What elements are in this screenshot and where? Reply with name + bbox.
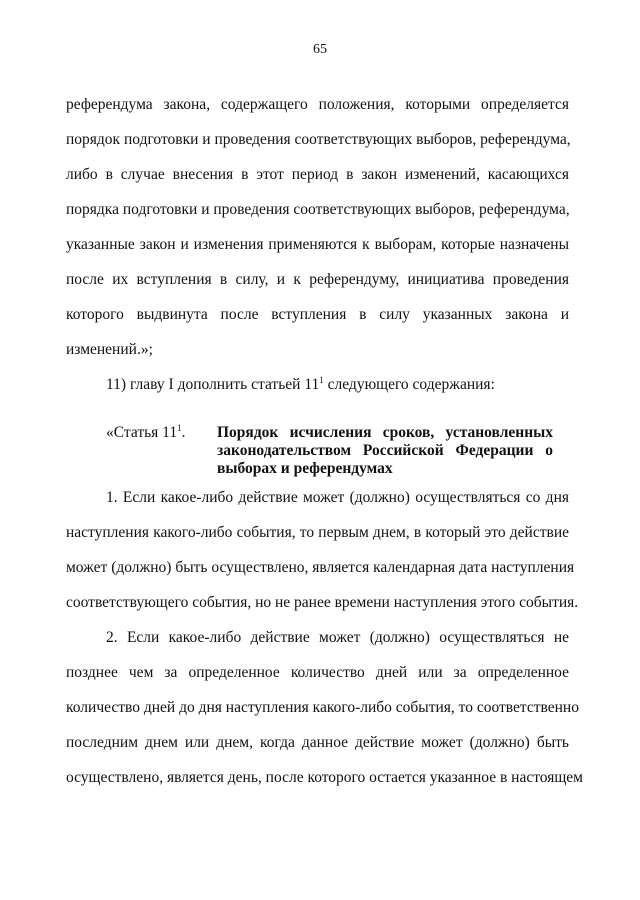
paragraph-line: после их вступления в силу, и к референдуму, инициатива проведения: [66, 271, 569, 288]
article-title-line: Порядок исчисления сроков, установленных: [217, 424, 553, 441]
paragraph-line: указанные закон и изменения применяются к выборам, которые назначены: [66, 236, 569, 253]
article-number-end: .: [181, 424, 186, 441]
clause-2-line: количество дней до дня наступления какого-либо события, то соответственно: [66, 699, 579, 716]
paragraph-line: которого выдвинута после вступления в силу указанных закона и: [66, 306, 569, 323]
article-title-line: выборах и референдумах: [217, 460, 393, 477]
clause-2-line: 2. Если какое-либо действие может (должно) осуществляться не: [106, 629, 569, 646]
article-number-superscript: 1: [177, 423, 182, 433]
clause-1-line: 1. Если какое-либо действие может (должно) осуществляться со дня: [106, 489, 569, 506]
item-11-superscript: 1: [319, 375, 324, 385]
clause-1-line: соответствующего события, но не ранее времени наступления этого события.: [66, 594, 579, 611]
amendment-item-11: [106, 375, 569, 395]
item-11-text: 11) главу I дополнить статьей 11: [106, 376, 320, 393]
paragraph-line: референдума закона, содержащего положения, которыми определяется: [66, 96, 569, 113]
clause-2-line: позднее чем за определенное количество дней или за определенное: [66, 664, 569, 681]
item-11-text-end: следующего содержания:: [323, 376, 495, 393]
clause-1-line: наступления какого-либо события, то первым днем, в который это действие: [66, 524, 569, 541]
paragraph-line: порядка подготовки и проведения соответствующих выборов, референдума,: [66, 201, 570, 218]
clause-2-line: последним днем или днем, когда данное действие может (должно) быть: [66, 734, 569, 751]
clause-2-line: осуществлено, является день, после которого остается указанное в настоящем: [66, 769, 583, 786]
paragraph-line: либо в случае внесения в этот период в закон изменений, касающихся: [66, 166, 569, 183]
article-number: [106, 424, 185, 442]
paragraph-line: изменений.»;: [66, 341, 153, 358]
article-number-text: «Статья 11: [106, 424, 178, 441]
page-number: 65: [313, 42, 327, 57]
clause-1-line: может (должно) быть осуществлено, является календарная дата наступления: [66, 559, 575, 576]
paragraph-line: порядок подготовки и проведения соответствующих выборов, референдума,: [66, 131, 571, 148]
article-title-line: законодательством Российской Федерации о: [217, 442, 553, 459]
